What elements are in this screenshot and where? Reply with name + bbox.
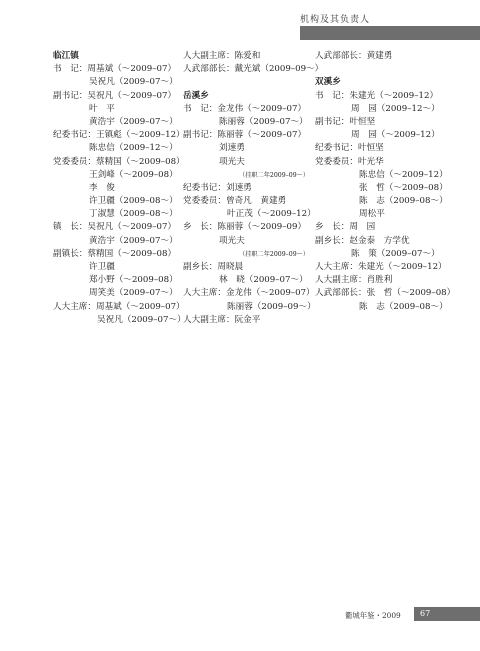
- roster-line: 陈 策（2009–07～）: [351, 248, 440, 259]
- section-title: 双溪乡: [315, 77, 341, 88]
- roster-line: 陈 志（2009–08～）: [359, 196, 448, 207]
- roster-line: 副乡长：赵金泰 方学优: [315, 235, 410, 246]
- column-1: [53, 50, 186, 327]
- header-bar: [300, 26, 480, 40]
- roster-line: [183, 76, 315, 89]
- column-3: [315, 50, 456, 314]
- roster-line: 人大副主席：陈爱和: [183, 51, 261, 61]
- roster-line: 乡 长：周 园: [315, 222, 376, 233]
- roster-line: 周笑美（2009–07～）: [89, 288, 178, 299]
- roster-line: 周松平: [359, 209, 385, 220]
- roster-line: 副镇长：蔡精国（～2009–08）: [53, 248, 177, 259]
- roster-line: 叶正茂（～2009–12）: [227, 209, 316, 220]
- roster-line: 吴祝凡（2009–07～）: [97, 314, 186, 325]
- roster-line: 陈丽蓉（2009–09～）: [227, 301, 316, 312]
- roster-line: 镇 长：吴祝凡（～2009–07）: [53, 222, 177, 233]
- roster-line: 丁淑慧（2009–08～）: [89, 209, 178, 220]
- roster-line: 人大主席：周基斌（～2009–07）: [53, 301, 185, 312]
- roster-line: 纪委书记：叶恒坚: [315, 143, 384, 154]
- roster-line: 张 哲（～2009–08）: [359, 182, 448, 193]
- header-title: 机构及其负责人: [300, 15, 371, 25]
- roster-line: 人武部部长：张 哲（～2009–08）: [315, 288, 456, 299]
- column-2: [183, 50, 324, 327]
- roster-line: 项光夫: [219, 235, 245, 246]
- section-title: 临江镇: [53, 51, 79, 61]
- roster-line: 纪委书记：王镇彪（～2009–12）: [53, 130, 185, 141]
- roster-line: 周 园（～2009–12）: [351, 130, 440, 141]
- roster-line: （挂职二年2009–09～）: [239, 250, 310, 258]
- roster-line: 项光夫: [219, 156, 245, 167]
- page-header: [0, 0, 480, 44]
- roster-line: 党委委员：蔡精国（～2009–08）: [53, 156, 185, 167]
- roster-line: 纪委书记：刘速勇: [183, 182, 252, 193]
- roster-line: 叶 平: [89, 103, 115, 114]
- section-title: 岳溪乡: [183, 90, 209, 101]
- roster-line: 副书记：吴祝凡（～2009–07）: [53, 90, 177, 101]
- roster-line: 人大主席：朱建光（～2009–12）: [315, 262, 447, 272]
- roster-line: 书 记：金龙伟（～2009–07）: [183, 103, 307, 114]
- roster-line: 书 记：朱建光（～2009–12）: [315, 90, 439, 101]
- roster-line: 乡 长：陈丽蓉（～2009–09）: [183, 222, 307, 233]
- roster-line: 李 俊: [89, 182, 115, 193]
- roster-line: 陈丽蓉（2009–07～）: [219, 116, 308, 127]
- roster-line: 党委委员：叶光华: [315, 156, 384, 167]
- roster-line: 党委委员：曾奇凡 黄建勇: [183, 196, 287, 207]
- roster-line: 林 晓（2009–07～）: [219, 275, 308, 286]
- roster-line: （挂职二年2009–09～）: [239, 171, 310, 179]
- roster-line: 刘速勇: [219, 143, 245, 154]
- roster-line: 人大主席：金龙伟（～2009–07）: [183, 288, 315, 299]
- roster-line: 吴祝凡（2009–07～）: [89, 77, 178, 88]
- roster-line: 副书记：叶恒坚: [315, 116, 376, 127]
- roster-line: 陈 志（2009–08～）: [359, 301, 448, 312]
- roster-line: 黄浩宇（2009–07～）: [89, 116, 178, 127]
- roster-line: 人大副主席：肖胜利: [315, 275, 393, 286]
- roster-line: 人武部部长：黄建勇: [315, 51, 393, 61]
- roster-line: 王剑峰（～2009–08）: [89, 169, 178, 180]
- roster-line: 郑小野（～2009–08）: [89, 275, 178, 286]
- roster-line: [315, 63, 445, 76]
- roster-line: 人大副主席：阮金平: [183, 314, 261, 325]
- footer-book-title: 衢城年鉴・2009: [345, 611, 401, 620]
- roster-line: 陈忠信（2009–12～）: [89, 143, 178, 154]
- roster-line: 周 园（2009–12～）: [351, 103, 440, 114]
- roster-line: 副乡长：周晓晨: [183, 262, 244, 272]
- roster-line: 副书记：陈丽蓉（～2009–07）: [183, 130, 307, 141]
- page-number: 67: [420, 609, 431, 618]
- roster-line: 书 记：周基斌（～2009–07）: [53, 64, 177, 75]
- roster-line: 许卫疆（2009–08～）: [89, 196, 178, 207]
- roster-line: 黄浩宇（2009–07～）: [89, 235, 178, 246]
- roster-line: 人武部部长：戴光斌（2009–09～）: [183, 64, 324, 75]
- roster-line: 许卫疆: [89, 262, 115, 272]
- roster-line: 陈忠信（～2009–12）: [359, 169, 448, 180]
